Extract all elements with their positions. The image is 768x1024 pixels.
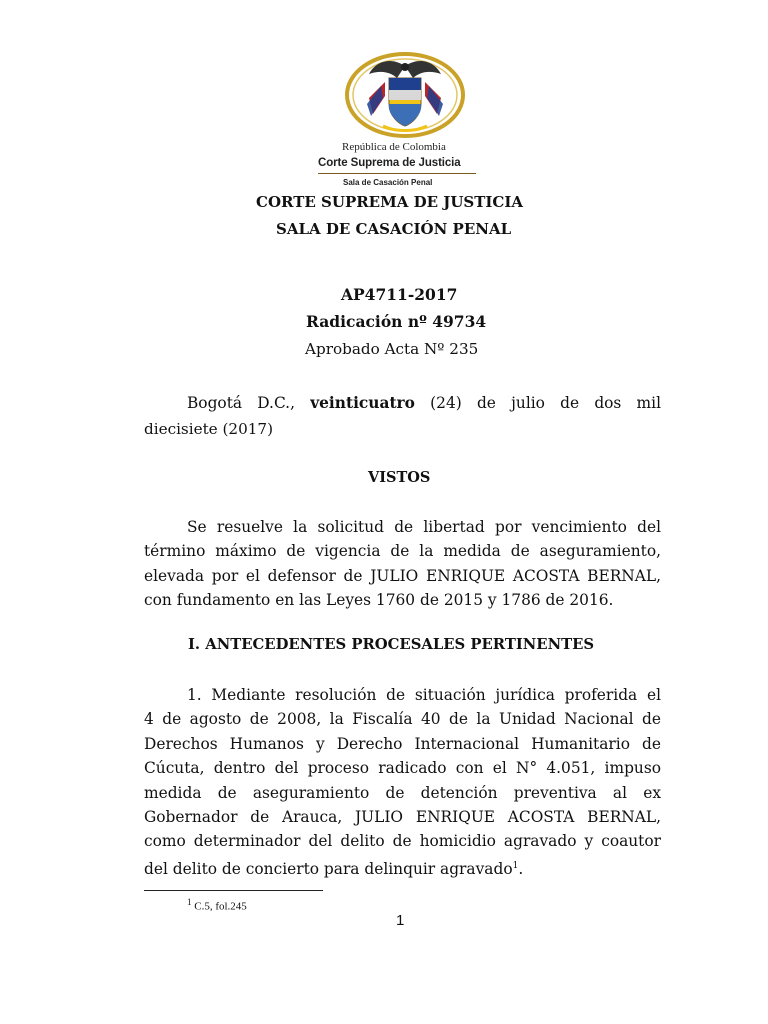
antecedentes-line: como determinador del delito de homicidio agravado y coautor (144, 832, 661, 850)
antecedentes-line: Derechos Humanos y Derecho Internacional Humanitario de (144, 735, 661, 753)
vistos-line: con fundamento en las Leyes 1760 de 2015 y 1786 de 2016. (144, 591, 614, 609)
date-day-bold: veinticuatro (310, 394, 415, 412)
vistos-heading: VISTOS (368, 469, 431, 486)
date-prefix: Bogotá D.C., (187, 394, 311, 412)
date-rest: (24) de julio de dos mil (414, 394, 661, 412)
date-line-2: diecisiete (2017) (144, 420, 273, 438)
letterhead-chamber: Sala de Casación Penal (343, 178, 433, 187)
case-id: AP4711-2017 (341, 285, 458, 304)
vistos-line: elevada por el defensor de JULIO ENRIQUE ACOSTA BERNAL, (144, 567, 661, 585)
document-title-chamber: SALA DE CASACIÓN PENAL (276, 220, 512, 238)
final-punctuation: . (518, 860, 524, 879)
vistos-line: término máximo de vigencia de la medida de aseguramiento, (144, 542, 661, 560)
antecedentes-heading: I. ANTECEDENTES PROCESALES PERTINENTES (188, 636, 595, 653)
letterhead-country: República de Colombia (342, 141, 446, 153)
footnote-text: C.5, fol.245 (191, 900, 247, 913)
date-line-1 (187, 391, 661, 415)
antecedentes-line: Cúcuta, dentro del proceso radicado con el N° 4.051, impuso (144, 759, 661, 777)
vistos-line: Se resuelve la solicitud de libertad por vencimiento del (187, 518, 661, 536)
radicacion-number: Radicación nº 49734 (306, 312, 487, 331)
antecedentes-last-line (144, 854, 661, 881)
antecedentes-line: Gobernador de Arauca, JULIO ENRIQUE ACOSTA BERNAL, (144, 808, 661, 826)
letterhead-court: Corte Suprema de Justicia (318, 157, 461, 169)
antecedentes-line: medida de aseguramiento de detención preventiva al ex (144, 784, 661, 802)
antecedentes-line: 4 de agosto de 2008, la Fiscalía 40 de la Unidad Nacional de (144, 710, 661, 728)
footnote-reference[interactable]: 1 (512, 861, 519, 871)
coat-of-arms-seal (345, 52, 465, 138)
footnote (187, 897, 247, 913)
footnote-divider (144, 890, 323, 891)
page-number: 1 (396, 912, 405, 929)
antecedentes-line: del delito de concierto para delinquir agravado (144, 860, 513, 879)
antecedentes-line: 1. Mediante resolución de situación jurídica proferida el (187, 686, 661, 704)
acta-approval: Aprobado Acta Nº 235 (305, 340, 479, 358)
letterhead-divider (318, 173, 476, 174)
document-title-court: CORTE SUPREMA DE JUSTICIA (256, 193, 524, 211)
coat-of-arms-icon (345, 52, 465, 138)
footnote-marker: 1 (187, 897, 192, 907)
